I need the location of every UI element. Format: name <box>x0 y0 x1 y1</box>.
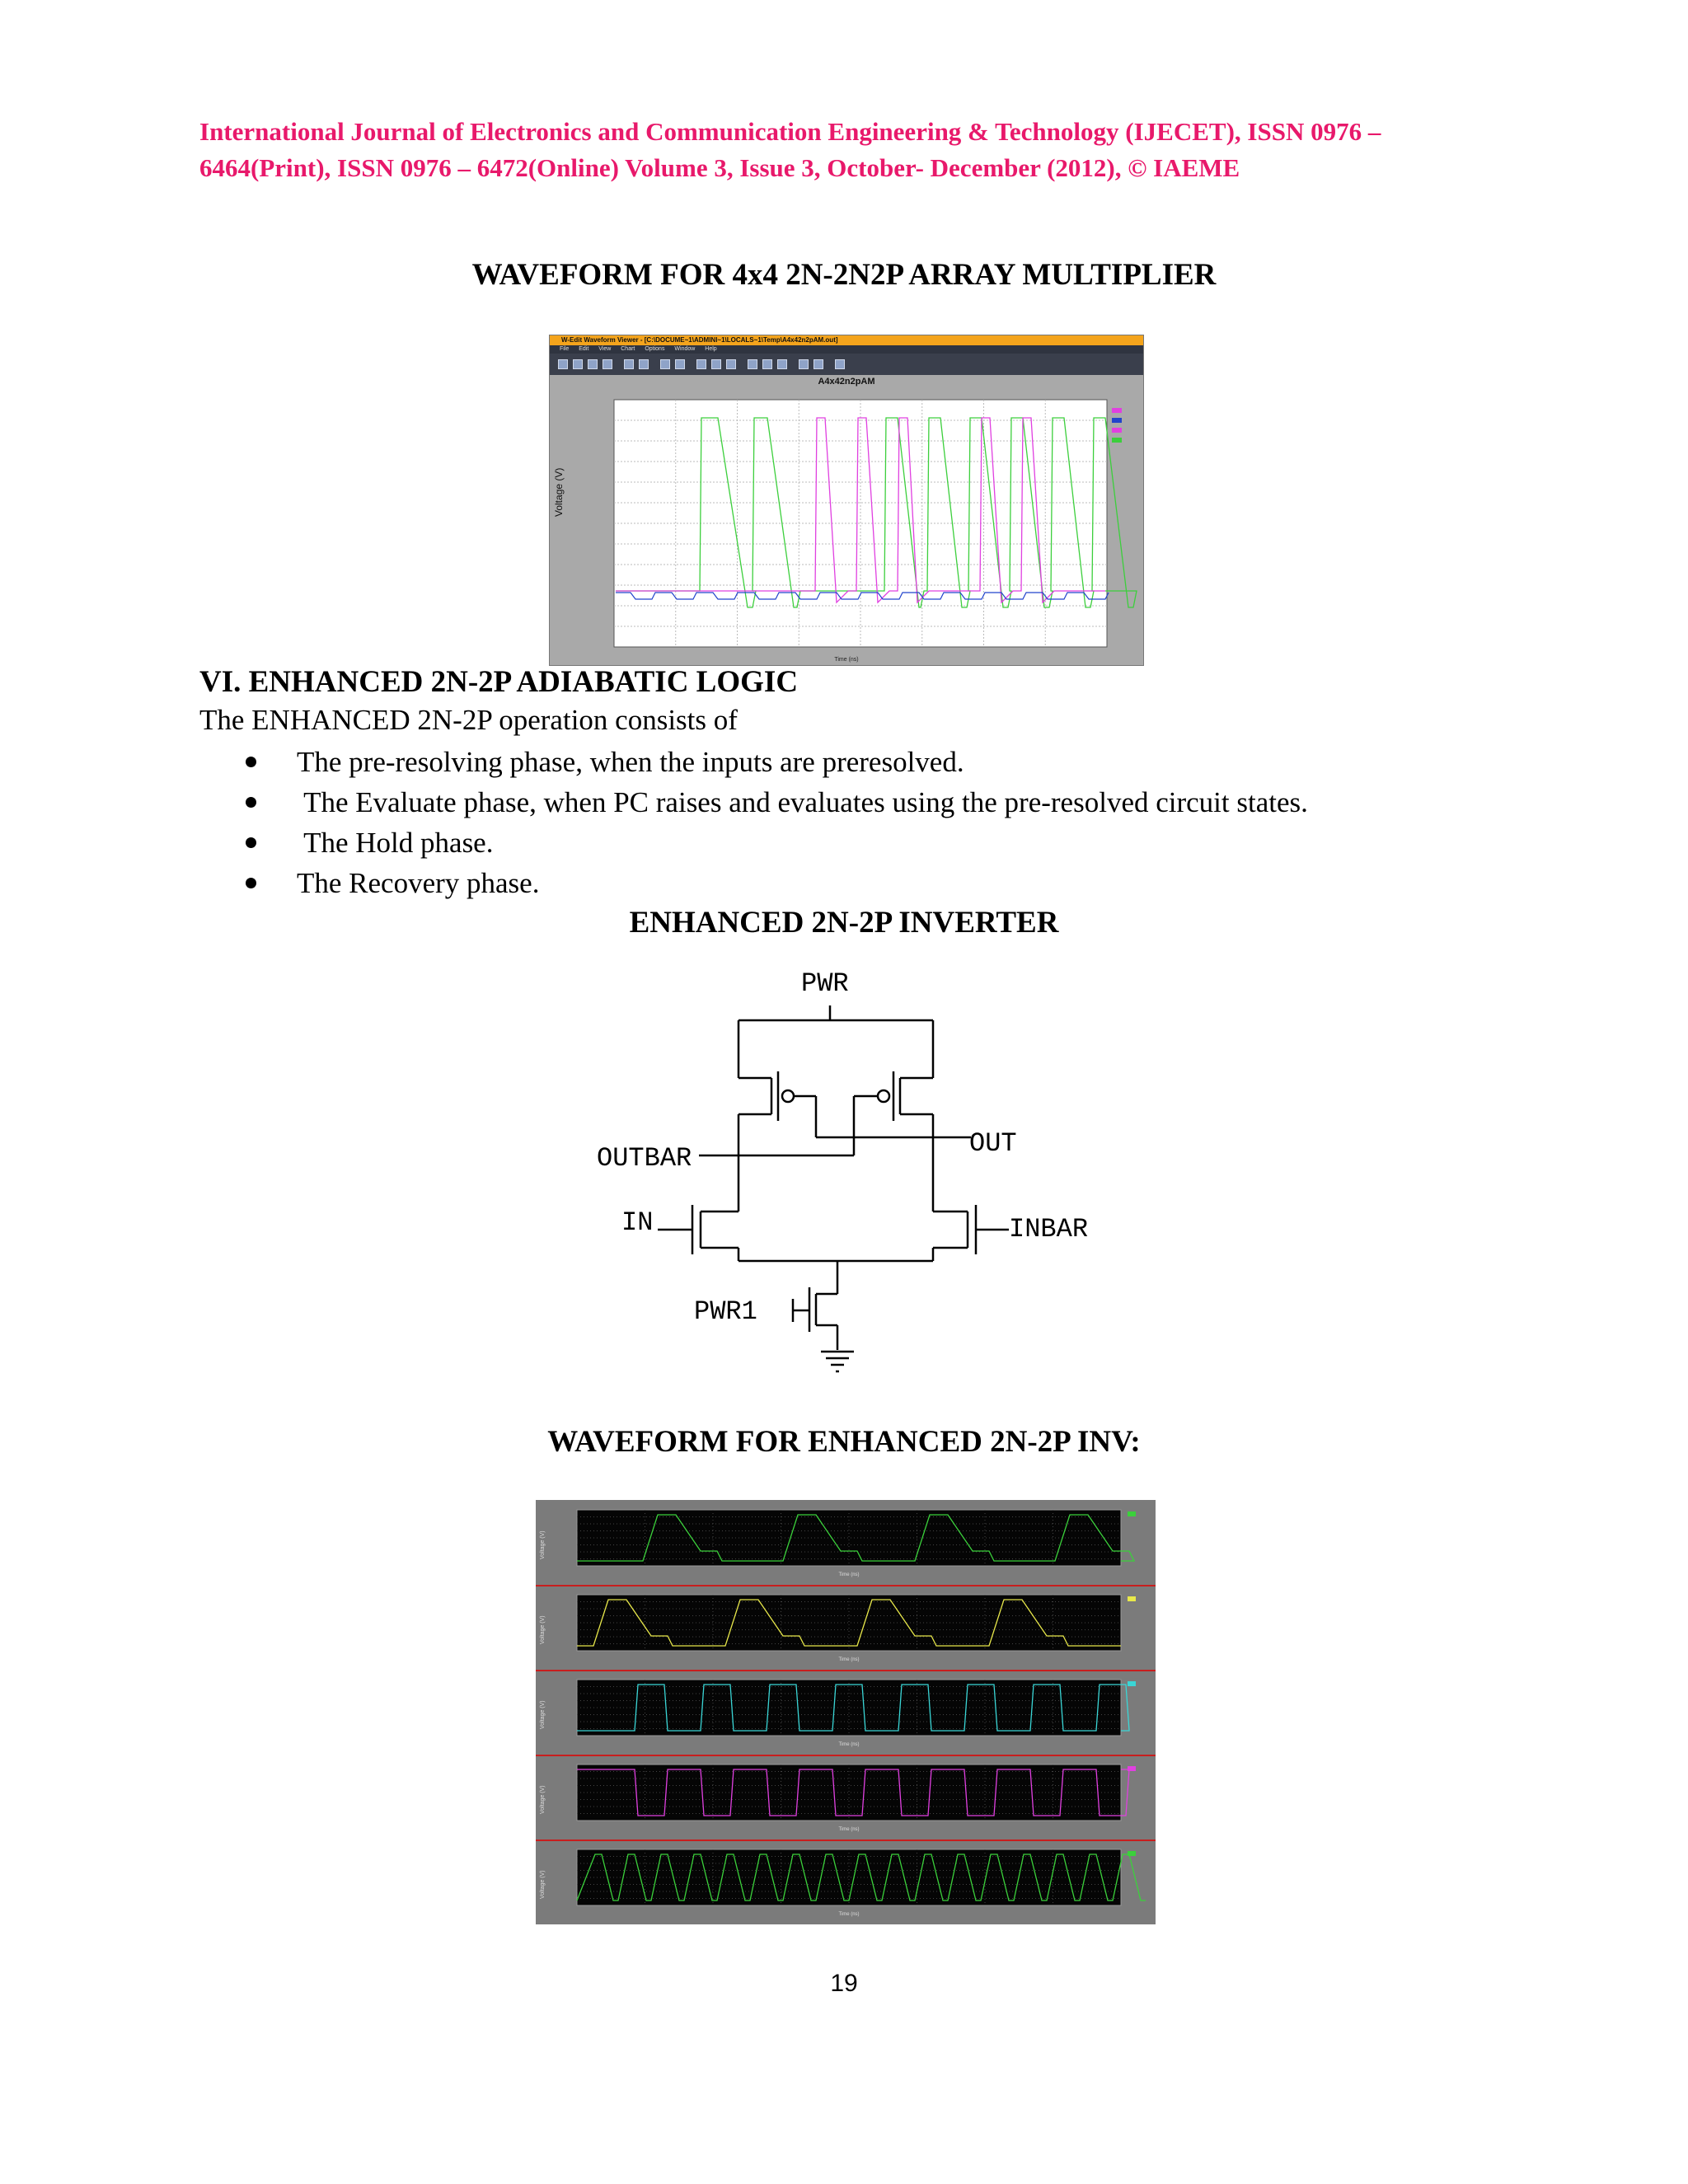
section-heading: VI. ENHANCED 2N-2P ADIABATIC LOGIC <box>199 665 799 699</box>
figure2-caption: ENHANCED 2N-2P INVERTER <box>629 906 1059 940</box>
legend-swatch <box>1128 1851 1136 1856</box>
panel-plot-area <box>577 1595 1121 1651</box>
list-item-text: The Evaluate phase, when PC raises and evaluates using the pre-resolved circuit states. <box>297 786 1308 818</box>
legend-swatch <box>1128 1681 1136 1686</box>
menu-item: Edit <box>579 346 589 352</box>
x-axis-label: Time (ns) <box>834 657 859 663</box>
waveform-viewer-screenshot <box>549 335 1144 666</box>
panel-y-axis-label: Voltage (V) <box>540 1700 546 1729</box>
menu-item: Chart <box>621 346 635 352</box>
inverter-waveform-panels <box>536 1500 1156 1924</box>
panel-y-axis-label: Voltage (V) <box>540 1785 546 1814</box>
legend-swatch <box>1112 428 1122 433</box>
label-pwr: PWR <box>801 968 849 999</box>
panel-x-axis-label: Time (ns) <box>838 1912 860 1917</box>
chart-title: A4x42n2pAM <box>818 377 875 387</box>
menu-item: File <box>560 346 570 352</box>
y-axis-label: Voltage (V) <box>553 467 565 517</box>
waveform-panel <box>536 1670 1156 1755</box>
figure3-caption: WAVEFORM FOR ENHANCED 2N-2P INV: <box>547 1425 1141 1459</box>
viewer-title-bar: W-Edit Waveform Viewer - [C:\DOCUME~1\ADMINI~1\LOCALS~1\Temp\A4x42n2pAM.out] <box>550 335 1143 345</box>
label-out: OUT <box>969 1128 1017 1159</box>
panel-x-axis-label: Time (ns) <box>838 1827 860 1832</box>
waveform-panel <box>536 1755 1156 1840</box>
waveform-panel <box>536 1585 1156 1670</box>
panel-y-axis-label: Voltage (V) <box>540 1530 546 1559</box>
list-item <box>239 782 1308 823</box>
panel-x-axis-label: Time (ns) <box>838 1657 860 1662</box>
legend-swatch <box>1112 408 1122 413</box>
journal-header-line2: 6464(Print), ISSN 0976 – 6472(Online) Volume 3, Issue 3, October- December (2012), © IAEME <box>199 153 1240 182</box>
list-item-text: The Hold phase. <box>297 827 494 859</box>
bullet-icon <box>246 837 256 848</box>
pmos-bubble-right <box>878 1090 889 1102</box>
waveform-panel <box>536 1500 1156 1585</box>
panel-x-axis-label: Time (ns) <box>838 1572 860 1577</box>
legend-swatch <box>1128 1511 1136 1516</box>
label-outbar: OUTBAR <box>597 1143 692 1174</box>
bullet-icon <box>246 757 256 767</box>
inverter-schematic <box>577 956 1121 1385</box>
panel-plot-area <box>577 1510 1121 1566</box>
label-in: IN <box>621 1207 654 1238</box>
schematic-drawing <box>577 956 1121 1385</box>
list-item <box>239 742 1308 782</box>
panel-y-axis-label: Voltage (V) <box>540 1870 546 1899</box>
legend-swatch <box>1112 438 1122 443</box>
panel-plot-area <box>577 1849 1121 1905</box>
panel-plot-area <box>577 1765 1121 1821</box>
list-item-text: The pre-resolving phase, when the inputs are preresolved. <box>297 746 964 778</box>
bullet-icon <box>246 797 256 808</box>
menu-item: Help <box>705 346 717 352</box>
bullet-icon <box>246 878 256 888</box>
list-item <box>239 823 1308 863</box>
panel-x-axis-label: Time (ns) <box>838 1742 860 1747</box>
menu-item: View <box>598 346 612 352</box>
figure1-caption: WAVEFORM FOR 4x4 2N-2N2P ARRAY MULTIPLIER <box>471 258 1217 292</box>
panel-plot-area <box>577 1680 1121 1736</box>
journal-header <box>199 114 1535 186</box>
pmos-bubble-left <box>782 1090 794 1102</box>
list-item-text: The Recovery phase. <box>297 867 540 899</box>
menu-item: Options <box>645 346 665 352</box>
waveform-panel <box>536 1840 1156 1924</box>
label-pwr1: PWR1 <box>694 1296 757 1327</box>
waveform-panels-plot <box>536 1500 1156 1924</box>
section-intro: The ENHANCED 2N-2P operation consists of <box>199 704 738 736</box>
legend-swatch <box>1128 1596 1136 1601</box>
journal-header-line1: International Journal of Electronics and Communication Engineering & Technology (IJECET), ISSN 0976 – <box>199 117 1381 146</box>
menu-item: Window <box>674 346 696 352</box>
panel-y-axis-label: Voltage (V) <box>540 1615 546 1644</box>
legend-swatch <box>1128 1766 1136 1771</box>
list-item <box>239 863 1308 903</box>
label-inbar: INBAR <box>1009 1214 1089 1244</box>
legend-swatch <box>1112 418 1122 423</box>
phase-list <box>239 742 1308 903</box>
page-number: 19 <box>830 1970 858 1997</box>
